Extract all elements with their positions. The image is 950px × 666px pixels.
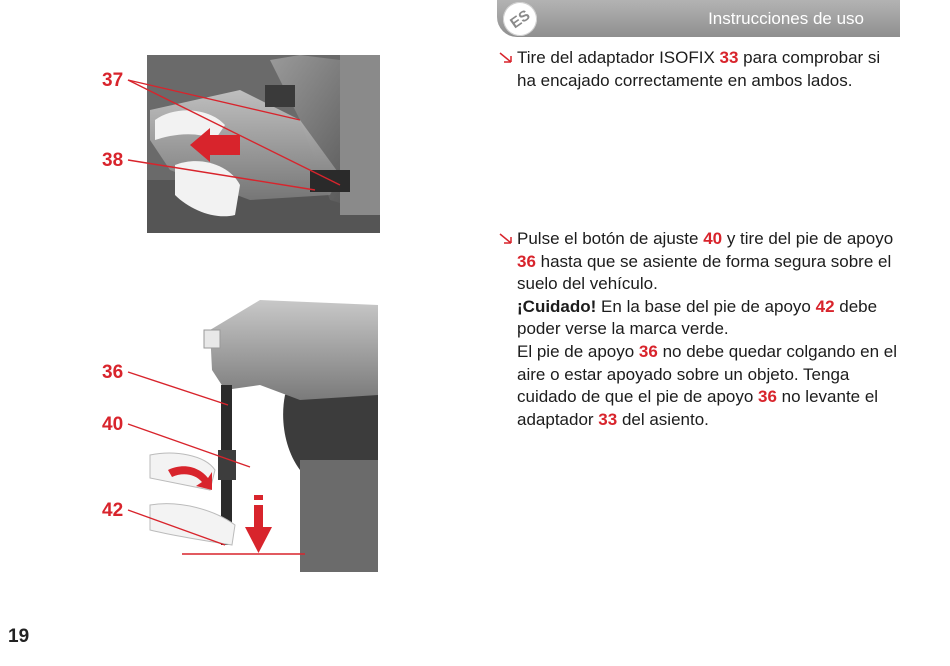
callout-37: 37: [102, 70, 124, 91]
caution-text: El pie de apoyo 36 no debe quedar colgando en el aire o estar apoyado sobre un objeto. Tenga cuidado de que el pie de apoyo 36 no levante el adaptador 33 del asiento.: [517, 341, 897, 429]
bullet-arrow-icon: [499, 52, 513, 64]
top-photo: [147, 55, 380, 233]
ref-33: 33: [598, 409, 618, 429]
language-badge: ES: [496, 0, 543, 43]
page-number: 19: [8, 626, 30, 647]
bottom-photo: [145, 300, 378, 572]
ref-36: 36: [638, 341, 658, 361]
ref-42: 42: [815, 296, 835, 316]
instruction-step-1: [517, 47, 902, 92]
ref-36: 36: [758, 387, 777, 407]
ref-40: 40: [703, 229, 723, 248]
callout-42: 42: [102, 500, 124, 521]
step-1-text: Tire del adaptador ISOFIX 33 para comprobar si ha encajado correctamente en ambos lados.: [517, 48, 881, 90]
instruction-step-2: [517, 228, 902, 431]
bullet-arrow-icon: [499, 233, 513, 245]
ref-36: 36: [517, 251, 536, 271]
warning-text: ¡Cuidado! En la base del pie de apoyo 42 debe poder verse la marca verde.: [517, 296, 878, 339]
ref-33: 33: [719, 48, 739, 67]
callout-36: 36: [102, 362, 124, 383]
step-2-text: Pulse el botón de ajuste 40 y tire del pie de apoyo 36 hasta que se asiente de forma segura sobre el suelo del vehículo.: [517, 229, 894, 294]
callout-40: 40: [102, 414, 124, 435]
warning-label: ¡Cuidado!: [517, 296, 597, 316]
callout-38: 38: [102, 150, 124, 171]
header-title: Instrucciones de uso: [708, 9, 864, 28]
